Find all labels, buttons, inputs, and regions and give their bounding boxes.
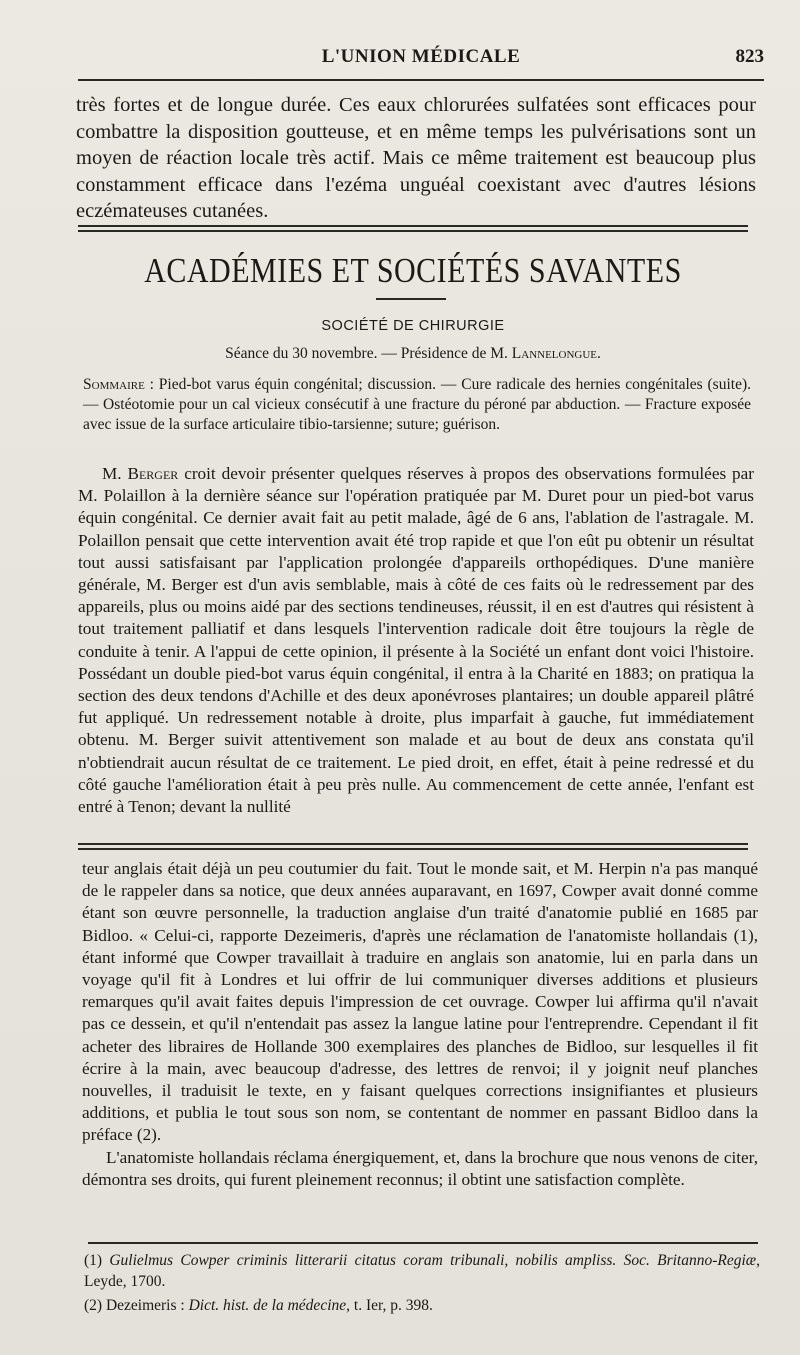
sommaire-label: Sommaire bbox=[83, 376, 145, 393]
footnote-2-rest: , t. Ier, p. 398. bbox=[346, 1297, 433, 1314]
header-rule bbox=[78, 79, 764, 81]
feuilleton-paragraph-2: L'anatomiste hollandais réclama énergiquement, et, dans la brochure que nous venons de citer, démontra ses droits, qui furent pleinement reconnus; il obtint une satisfaction complète. bbox=[82, 1147, 758, 1189]
feuilleton-divider bbox=[78, 843, 748, 850]
feuilleton bbox=[82, 858, 758, 1191]
session-line bbox=[78, 345, 748, 363]
article-paragraph bbox=[78, 463, 754, 818]
sommaire bbox=[83, 375, 751, 435]
continued-paragraph bbox=[76, 92, 756, 225]
article-text: croit devoir présenter quelques réserves à propos des observations formulées par M. Polaillon à la dernière séance sur l'opération pratiquée par M. Duret pour un pied-bot varus équin congénital. Ce dernier avait fait au petit malade, âgé de 6 ans, l'ablation de l'astragale. M. Polaillon pensait que cette intervention avait été trop rapide et que l'on eût pu obtenir un résultat tout aussi satisfaisant par l'application prolongée d'appareils orthopédiques. D'une manière générale, M. Berger est d'un avis semblable, mais à côté de ces faits où le redressement par des appareils, plus ou moins aidé par des sections tendineuses, réussit, il en est d'autres qui résistent à tout traitement palliatif et dans lesquels l'intervention radicale doit être toujours la règle de conduite à tenir. A l'appui de cette opinion, il présente à la Société un enfant dont voici l'histoire. Possédant un double pied-bot varus équin congénital, il entra à la Charité en 1883; on pratiqua la section des deux tendons d'Achille et des deux aponévroses plantaires; un double appareil plâtré fut appliqué. Un redressement notable à droite, plus imparfait à gauche, fut immédiatement obtenu. M. Berger suivit attentivement son malade et au bout de deux ans constata qu'il n'obtiendrait aucun résultat de ce traitement. Le pied droit, en effet, était à peine redressé et du côté gauche l'amélioration était à peu près nulle. Au commencement de cette année, l'enfant est entré à Tenon; devant la nullité bbox=[78, 464, 754, 817]
footnote-rule bbox=[88, 1242, 758, 1244]
feuilleton-paragraph-1: teur anglais était déjà un peu coutumier du fait. Tout le monde sait, et M. Herpin n'a pas manqué de le rappeler dans sa notice, que deux années auparavant, en 1697, Cowper avait donné comme étant son œuvre personnelle, la traduction anglaise d'un traité d'anatomie publié en 1685 par Bidloo. « Celui-ci, rapporte Dezeimeris, d'après une réclamation de l'anatomiste hollandais (1), étant informé que Cowper travaillait à traduire en anglais son anatomie, lui en parla dans un voyage qu'il fit à Londres et lui offrir de lui communiquer diverses additions et plusieurs remarques qu'il avait faites depuis l'impression de cet ouvrage. Cowper lui affirma qu'il n'avait pas ce dessein, et qu'il n'entendait pas assez la langue latine pour l'entreprendre. Cependant il fit acheter des libraires de Hollande 300 exemplaires des planches de Bidloo, sur lesquelles il fit écrire à la main, avec beaucoup d'adresse, des lettres de renvoi; il y joignit neuf planches nouvelles, il traduisit le texte, en y faisant quelques corrections insignifiantes et plusieurs additions, et publia le tout sous son nom, se contentant de nommer en passant Bidloo dans la préface (2). bbox=[82, 859, 758, 1145]
section-title: ACADÉMIES ET SOCIÉTÉS SAVANTES bbox=[144, 252, 682, 290]
footnote-2-title: Dict. hist. de la médecine bbox=[188, 1297, 347, 1314]
main-article bbox=[78, 463, 754, 818]
title-underline bbox=[376, 298, 446, 300]
footnote-2-number: (2) Dezeimeris : bbox=[84, 1297, 189, 1314]
speaker-name: M. Berger bbox=[102, 464, 179, 483]
society-heading: SOCIÉTÉ DE CHIRURGIE bbox=[321, 318, 505, 334]
footnote-1-rest: , Leyde, 1700. bbox=[84, 1252, 760, 1290]
sommaire-text: : Pied-bot varus équin congénital; discussion. — Cure radicale des hernies congénitales (suite). — Ostéotomie pour un cal vicieux consécutif à une fracture du péroné par abduction. — Fracture exposée avec issue de la surface articulaire tibio-tarsienne; suture; guérison. bbox=[83, 376, 751, 433]
page-number: 823 bbox=[735, 46, 764, 67]
footnote-1-title: Gulielmus Cowper criminis litterarii citatus coram tribunali, nobilis ampliss. Soc. Britanno-Regiæ bbox=[109, 1252, 757, 1269]
footnote-2 bbox=[84, 1295, 760, 1316]
president-name: Lannelongue. bbox=[511, 345, 601, 362]
page-header bbox=[78, 46, 764, 74]
footnotes bbox=[84, 1250, 760, 1319]
footnote-1 bbox=[84, 1250, 760, 1292]
continued-paragraph-text: très fortes et de longue durée. Ces eaux chlorurées sulfatées sont efficaces pour combattre la disposition goutteuse, et en même temps les pulvérisations sont un moyen de réaction locale très actif. Mais ce même traitement est beaucoup plus constamment efficace dans l'ezéma unguéal coexistant avec d'autres lésions eczémateuses cutanées. bbox=[76, 94, 756, 222]
footnote-1-number: (1) bbox=[84, 1252, 110, 1269]
session-text: Séance du 30 novembre. — Présidence de M. bbox=[225, 345, 512, 362]
section-divider bbox=[78, 225, 748, 232]
running-title: L'UNION MÉDICALE bbox=[321, 46, 521, 67]
